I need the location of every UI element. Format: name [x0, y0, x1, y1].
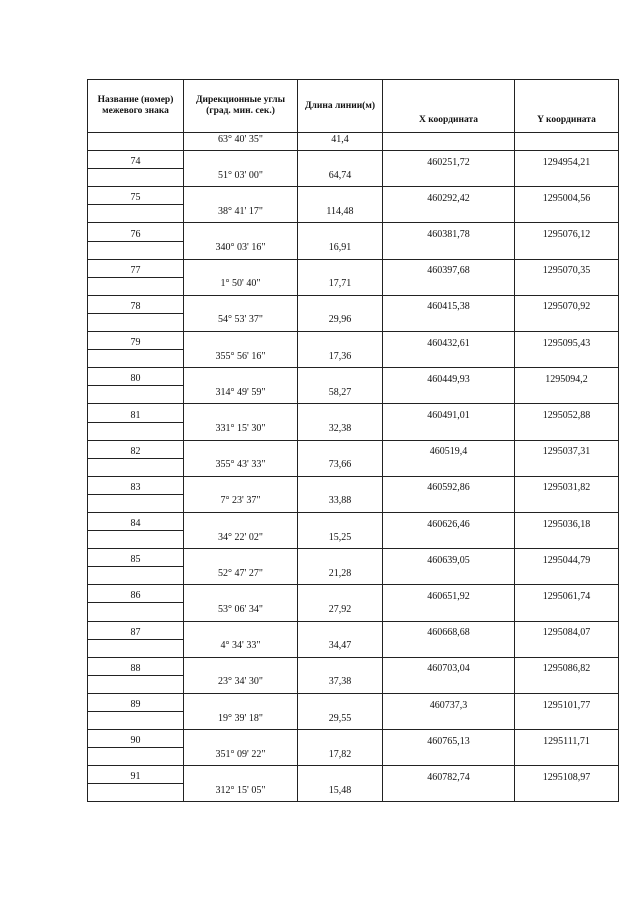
y-cell	[515, 531, 619, 549]
name-cell	[88, 205, 184, 223]
segment-row	[88, 748, 619, 766]
angle-cell	[184, 693, 298, 711]
point-row	[88, 223, 619, 241]
x-coordinate: 460668,68	[383, 621, 515, 639]
x-cell	[383, 748, 515, 766]
line-length: 27,92	[298, 603, 383, 621]
header-angles: Дирекционные углы (град. мин. сек.)	[184, 80, 298, 133]
length-cell	[298, 404, 383, 422]
point-row	[88, 440, 619, 458]
y-coordinate: 1295052,88	[515, 404, 619, 422]
point-name: 83	[88, 476, 184, 494]
direction-angle: 51° 03' 00"	[184, 169, 298, 187]
name-cell	[88, 494, 184, 512]
point-row	[88, 295, 619, 313]
direction-angle: 53° 06' 34"	[184, 603, 298, 621]
y-coordinate: 1295108,97	[515, 766, 619, 784]
point-name: 89	[88, 693, 184, 711]
length-cell	[298, 295, 383, 313]
line-length: 32,38	[298, 422, 383, 440]
name-cell	[88, 712, 184, 730]
name-cell	[88, 241, 184, 259]
x-cell	[383, 639, 515, 657]
name-cell	[88, 277, 184, 295]
point-name: 90	[88, 730, 184, 748]
direction-angle: 52° 47' 27"	[184, 567, 298, 585]
y-coordinate: 1295094,2	[515, 368, 619, 386]
y-coordinate: 1295037,31	[515, 440, 619, 458]
point-row	[88, 585, 619, 603]
segment-row	[88, 422, 619, 440]
direction-angle: 63° 40' 35"	[184, 133, 298, 151]
point-name: 76	[88, 223, 184, 241]
line-length: 29,55	[298, 712, 383, 730]
x-coordinate: 460703,04	[383, 657, 515, 675]
segment-row	[88, 350, 619, 368]
length-cell	[298, 621, 383, 639]
y-coordinate: 1294954,21	[515, 151, 619, 169]
name-cell	[88, 350, 184, 368]
y-coordinate: 1295036,18	[515, 512, 619, 530]
table-header-row	[88, 80, 619, 133]
angle-cell	[184, 332, 298, 350]
y-cell	[515, 603, 619, 621]
y-coordinate: 1295044,79	[515, 549, 619, 567]
y-coordinate: 1295061,74	[515, 585, 619, 603]
line-length: 29,96	[298, 313, 383, 331]
point-name: 74	[88, 151, 184, 169]
point-name: 78	[88, 295, 184, 313]
x-cell	[383, 241, 515, 259]
angle-cell	[184, 440, 298, 458]
point-row	[88, 730, 619, 748]
x-cell	[383, 675, 515, 693]
x-cell	[383, 386, 515, 404]
x-coordinate: 460397,68	[383, 259, 515, 277]
name-cell	[88, 603, 184, 621]
x-cell	[383, 277, 515, 295]
length-cell	[298, 476, 383, 494]
name-cell	[88, 169, 184, 187]
line-length: 15,48	[298, 784, 383, 802]
header-x: X координата	[383, 80, 515, 133]
point-name: 82	[88, 440, 184, 458]
y-coordinate: 1295070,35	[515, 259, 619, 277]
direction-angle: 355° 56' 16"	[184, 350, 298, 368]
line-length: 58,27	[298, 386, 383, 404]
angle-cell	[184, 512, 298, 530]
y-cell	[515, 241, 619, 259]
x-coordinate: 460251,72	[383, 151, 515, 169]
x-coordinate: 460782,74	[383, 766, 515, 784]
segment-row	[88, 639, 619, 657]
y-cell	[515, 712, 619, 730]
segment-row	[88, 133, 619, 151]
x-cell	[383, 422, 515, 440]
angle-cell	[184, 259, 298, 277]
length-cell	[298, 730, 383, 748]
angle-cell	[184, 730, 298, 748]
line-length: 34,47	[298, 639, 383, 657]
direction-angle: 340° 03' 16"	[184, 241, 298, 259]
y-cell	[515, 748, 619, 766]
x-cell	[383, 784, 515, 802]
x-cell	[383, 531, 515, 549]
segment-row	[88, 458, 619, 476]
name-cell	[88, 422, 184, 440]
x-cell	[383, 603, 515, 621]
segment-row	[88, 241, 619, 259]
line-length: 37,38	[298, 675, 383, 693]
x-cell	[383, 458, 515, 476]
line-length: 114,48	[298, 205, 383, 223]
length-cell	[298, 549, 383, 567]
line-length: 64,74	[298, 169, 383, 187]
y-cell	[515, 350, 619, 368]
direction-angle: 351° 09' 22"	[184, 748, 298, 766]
x-coordinate: 460651,92	[383, 585, 515, 603]
y-cell	[515, 784, 619, 802]
point-row	[88, 404, 619, 422]
y-cell	[515, 494, 619, 512]
y-coordinate: 1295004,56	[515, 187, 619, 205]
line-length: 73,66	[298, 458, 383, 476]
point-name: 91	[88, 766, 184, 784]
angle-cell	[184, 585, 298, 603]
y-cell	[515, 277, 619, 295]
x-coordinate: 460639,05	[383, 549, 515, 567]
y-cell	[515, 169, 619, 187]
point-name: 84	[88, 512, 184, 530]
point-name: 75	[88, 187, 184, 205]
x-coordinate: 460519,4	[383, 440, 515, 458]
y-cell	[515, 313, 619, 331]
y-coordinate: 1295070,92	[515, 295, 619, 313]
angle-cell	[184, 368, 298, 386]
direction-angle: 23° 34' 30"	[184, 675, 298, 693]
point-name: 86	[88, 585, 184, 603]
length-cell	[298, 332, 383, 350]
point-name: 79	[88, 332, 184, 350]
y-coordinate: 1295076,12	[515, 223, 619, 241]
point-name: 77	[88, 259, 184, 277]
angle-cell	[184, 187, 298, 205]
x-coordinate: 460292,42	[383, 187, 515, 205]
x-coordinate: 460737,3	[383, 693, 515, 711]
angle-cell	[184, 404, 298, 422]
name-cell	[88, 748, 184, 766]
name-cell	[88, 639, 184, 657]
x-coordinate: 460626,46	[383, 512, 515, 530]
point-row	[88, 151, 619, 169]
x-cell	[383, 313, 515, 331]
length-cell	[298, 440, 383, 458]
point-row	[88, 259, 619, 277]
name-cell	[88, 567, 184, 585]
direction-angle: 34° 22' 02"	[184, 531, 298, 549]
y-cell	[515, 133, 619, 151]
x-cell	[383, 205, 515, 223]
name-cell	[88, 675, 184, 693]
segment-row	[88, 205, 619, 223]
segment-row	[88, 712, 619, 730]
segment-row	[88, 313, 619, 331]
point-row	[88, 512, 619, 530]
line-length: 15,25	[298, 531, 383, 549]
direction-angle: 312° 15' 05"	[184, 784, 298, 802]
x-cell	[383, 712, 515, 730]
x-cell	[383, 169, 515, 187]
angle-cell	[184, 657, 298, 675]
direction-angle: 54° 53' 37"	[184, 313, 298, 331]
angle-cell	[184, 151, 298, 169]
segment-row	[88, 567, 619, 585]
point-row	[88, 766, 619, 784]
direction-angle: 7° 23' 37"	[184, 494, 298, 512]
point-name: 87	[88, 621, 184, 639]
point-row	[88, 549, 619, 567]
segment-row	[88, 784, 619, 802]
length-cell	[298, 368, 383, 386]
line-length: 16,91	[298, 241, 383, 259]
line-length: 17,71	[298, 277, 383, 295]
x-coordinate: 460449,93	[383, 368, 515, 386]
length-cell	[298, 187, 383, 205]
y-coordinate: 1295101,77	[515, 693, 619, 711]
direction-angle: 355° 43' 33"	[184, 458, 298, 476]
x-cell	[383, 133, 515, 151]
direction-angle: 38° 41' 17"	[184, 205, 298, 223]
y-cell	[515, 567, 619, 585]
point-name: 80	[88, 368, 184, 386]
y-coordinate: 1295086,82	[515, 657, 619, 675]
name-cell	[88, 531, 184, 549]
direction-angle: 19° 39' 18"	[184, 712, 298, 730]
point-row	[88, 693, 619, 711]
line-length: 33,88	[298, 494, 383, 512]
angle-cell	[184, 476, 298, 494]
line-length: 21,28	[298, 567, 383, 585]
x-coordinate: 460432,61	[383, 332, 515, 350]
point-row	[88, 368, 619, 386]
direction-angle: 331° 15' 30"	[184, 422, 298, 440]
length-cell	[298, 223, 383, 241]
direction-angle: 1° 50' 40"	[184, 277, 298, 295]
x-coordinate: 460592,86	[383, 476, 515, 494]
point-row	[88, 187, 619, 205]
segment-row	[88, 531, 619, 549]
y-coordinate: 1295111,71	[515, 730, 619, 748]
header-length: Длина линии(м)	[298, 80, 383, 133]
angle-cell	[184, 621, 298, 639]
point-row	[88, 621, 619, 639]
angle-cell	[184, 549, 298, 567]
y-cell	[515, 675, 619, 693]
line-length: 17,82	[298, 748, 383, 766]
name-cell	[88, 784, 184, 802]
segment-row	[88, 169, 619, 187]
name-cell	[88, 386, 184, 404]
segment-row	[88, 494, 619, 512]
table-body	[88, 133, 619, 802]
y-coordinate: 1295084,07	[515, 621, 619, 639]
line-length: 41,4	[298, 133, 383, 151]
point-name: 85	[88, 549, 184, 567]
y-coordinate: 1295031,82	[515, 476, 619, 494]
y-cell	[515, 205, 619, 223]
angle-cell	[184, 766, 298, 784]
header-y: Y координата	[515, 80, 619, 133]
y-cell	[515, 422, 619, 440]
x-coordinate: 460765,13	[383, 730, 515, 748]
segment-row	[88, 277, 619, 295]
length-cell	[298, 766, 383, 784]
angle-cell	[184, 295, 298, 313]
x-cell	[383, 494, 515, 512]
name-cell	[88, 133, 184, 151]
length-cell	[298, 512, 383, 530]
segment-row	[88, 386, 619, 404]
point-name: 88	[88, 657, 184, 675]
length-cell	[298, 259, 383, 277]
header-name: Название (номер) межевого знака	[88, 80, 184, 133]
point-row	[88, 332, 619, 350]
point-name: 81	[88, 404, 184, 422]
x-coordinate: 460415,38	[383, 295, 515, 313]
x-cell	[383, 567, 515, 585]
direction-angle: 4° 34' 33"	[184, 639, 298, 657]
segment-row	[88, 675, 619, 693]
segment-row	[88, 603, 619, 621]
y-coordinate: 1295095,43	[515, 332, 619, 350]
y-cell	[515, 639, 619, 657]
length-cell	[298, 657, 383, 675]
y-cell	[515, 386, 619, 404]
angle-cell	[184, 223, 298, 241]
name-cell	[88, 313, 184, 331]
line-length: 17,36	[298, 350, 383, 368]
boundary-coordinates-table	[87, 79, 619, 802]
x-cell	[383, 350, 515, 368]
point-row	[88, 476, 619, 494]
y-cell	[515, 458, 619, 476]
length-cell	[298, 693, 383, 711]
point-row	[88, 657, 619, 675]
x-coordinate: 460491,01	[383, 404, 515, 422]
x-coordinate: 460381,78	[383, 223, 515, 241]
length-cell	[298, 585, 383, 603]
name-cell	[88, 458, 184, 476]
direction-angle: 314° 49' 59"	[184, 386, 298, 404]
length-cell	[298, 151, 383, 169]
